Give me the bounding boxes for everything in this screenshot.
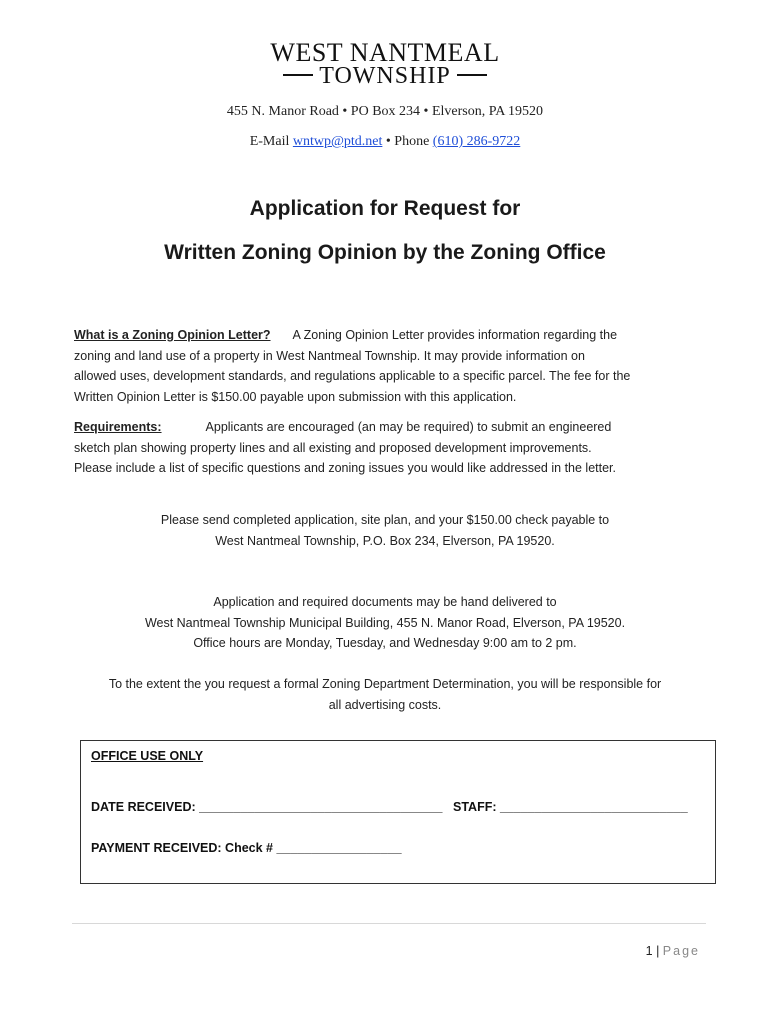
page-number xyxy=(646,944,700,958)
address-line: 455 N. Manor Road • PO Box 234 • Elverson, PA 19520 xyxy=(226,104,544,119)
township-logo-word: TOWNSHIP xyxy=(319,63,451,89)
advertising-note xyxy=(0,674,770,715)
requirements-line1 xyxy=(74,417,714,438)
what-is-text1: A Zoning Opinion Letter provides information regarding the xyxy=(292,328,618,342)
email-link[interactable]: wntwp@ptd.net xyxy=(292,134,383,149)
send-instructions xyxy=(0,510,770,551)
email-label: E-Mail xyxy=(249,134,290,149)
page-title-line2: Written Zoning Opinion by the Zoning Office xyxy=(164,241,606,264)
date-received-field[interactable]: DATE RECEIVED: ___________________________________ xyxy=(91,800,443,814)
payment-received-field[interactable]: PAYMENT RECEIVED: Check # __________________ xyxy=(91,841,402,855)
deliver-instructions xyxy=(0,592,770,654)
office-use-box xyxy=(80,740,716,884)
requirements-line3: Please include a list of specific questions and zoning issues you would like addressed in the letter. xyxy=(74,461,616,475)
what-is-paragraph xyxy=(74,325,714,407)
requirements-heading: Requirements: xyxy=(74,420,162,434)
footer-divider xyxy=(72,923,706,924)
page-number-value: 1 xyxy=(645,944,653,958)
contact-line xyxy=(0,134,770,150)
deliver-line3: Office hours are Monday, Tuesday, and Wednesday 9:00 am to 2 pm. xyxy=(193,636,577,650)
send-line1: Please send completed application, site plan, and your $150.00 check payable to xyxy=(160,513,610,527)
requirements-text1: Applicants are encouraged (an may be required) to submit an engineered xyxy=(205,420,612,434)
deliver-line2: West Nantmeal Township Municipal Building, 455 N. Manor Road, Elverson, PA 19520. xyxy=(144,615,626,630)
what-is-line1 xyxy=(74,325,714,346)
what-is-line4: Written Opinion Letter is $150.00 payable upon submission with this application. xyxy=(74,389,517,404)
what-is-heading: What is a Zoning Opinion Letter? xyxy=(74,328,271,342)
requirements-line2: sketch plan showing property lines and all existing and proposed development improvements. xyxy=(74,440,592,455)
staff-field[interactable]: STAFF: ___________________________ xyxy=(453,800,688,814)
send-line2: West Nantmeal Township, P.O. Box 234, Elverson, PA 19520. xyxy=(215,533,555,548)
logo-rule-left xyxy=(283,74,313,76)
township-logo-line2 xyxy=(0,63,770,90)
requirements-paragraph xyxy=(74,417,714,479)
logo-rule-right xyxy=(457,74,487,76)
page-label: Page xyxy=(662,944,700,958)
advertising-line2: all advertising costs. xyxy=(328,697,442,712)
page-title-line1: Application for Request for xyxy=(249,197,521,220)
phone-link[interactable]: (610) 286-9722 xyxy=(432,134,521,149)
phone-label: • Phone xyxy=(385,134,430,149)
what-is-line2: zoning and land use of a property in West Nantmeal Township. It may provide information on xyxy=(74,348,585,363)
deliver-line1: Application and required documents may be hand delivered to xyxy=(213,595,557,609)
what-is-line3: allowed uses, development standards, and regulations applicable to a specific parcel. The fee for the xyxy=(74,369,631,383)
advertising-line1: To the extent the you request a formal Zoning Department Determination, you will be responsible for xyxy=(108,677,662,691)
page-separator: | xyxy=(656,944,660,958)
township-logo-line1: WEST NANTMEAL xyxy=(270,38,500,67)
office-use-heading: OFFICE USE ONLY xyxy=(91,749,204,763)
